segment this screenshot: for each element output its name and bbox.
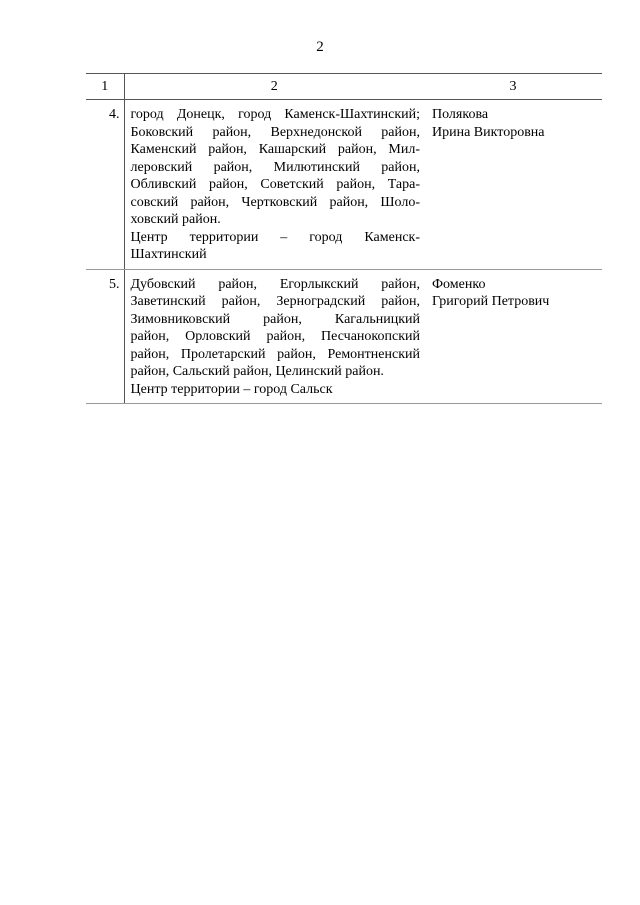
territory-line: совский район, Чертковский район, Шоло- [130, 194, 420, 210]
territory-line: город Донецк, город Каменск-Шахтинский; [130, 107, 420, 122]
person-name: Ирина Викторовна [432, 124, 545, 140]
table-header-row [86, 74, 602, 100]
table-row [86, 269, 602, 404]
territory-line: Дубовский район, Егорлыкский район, [130, 276, 420, 292]
column-header-2: 2 [124, 74, 424, 100]
territory-center-line: Центр территории – город Сальск [130, 381, 333, 397]
page-number: 2 [316, 39, 324, 55]
person-name: Григорий Петрович [432, 294, 550, 309]
territory-center-line: Центр территории – город Каменск- [130, 229, 420, 245]
territory-line: Зимовниковский район, Кагальницкий [130, 311, 420, 327]
territory-line: Боковский район, Верхнедонской район, [130, 124, 420, 140]
territory-line: Обливский район, Советский район, Тара- [130, 177, 420, 192]
territory-line: леровский район, Милютинский район, [130, 159, 420, 175]
person-cell [424, 100, 602, 270]
territory-line: район, Орловский район, Песчанокопский [130, 329, 420, 344]
person-surname: Фоменко [432, 276, 486, 292]
territory-line: район, Сальский район, Целинский район. [130, 364, 384, 379]
territory-cell [124, 100, 424, 270]
table-row [86, 100, 602, 270]
territory-line: Заветинский район, Зерноградский район, [130, 294, 420, 309]
column-header-3: 3 [424, 74, 602, 100]
territory-line: Каменский район, Кашарский район, Мил- [130, 142, 420, 157]
person-cell [424, 269, 602, 404]
territory-center-line: Шахтинский [130, 247, 207, 262]
person-surname: Полякова [432, 107, 489, 122]
column-header-1: 1 [86, 74, 124, 100]
row-number: 5. [86, 269, 124, 404]
territory-line: ховский район. [130, 212, 221, 227]
territory-cell [124, 269, 424, 404]
territory-line: район, Пролетарский район, Ремонтненский [130, 346, 420, 362]
appointment-table [86, 73, 602, 404]
row-number: 4. [86, 100, 124, 270]
